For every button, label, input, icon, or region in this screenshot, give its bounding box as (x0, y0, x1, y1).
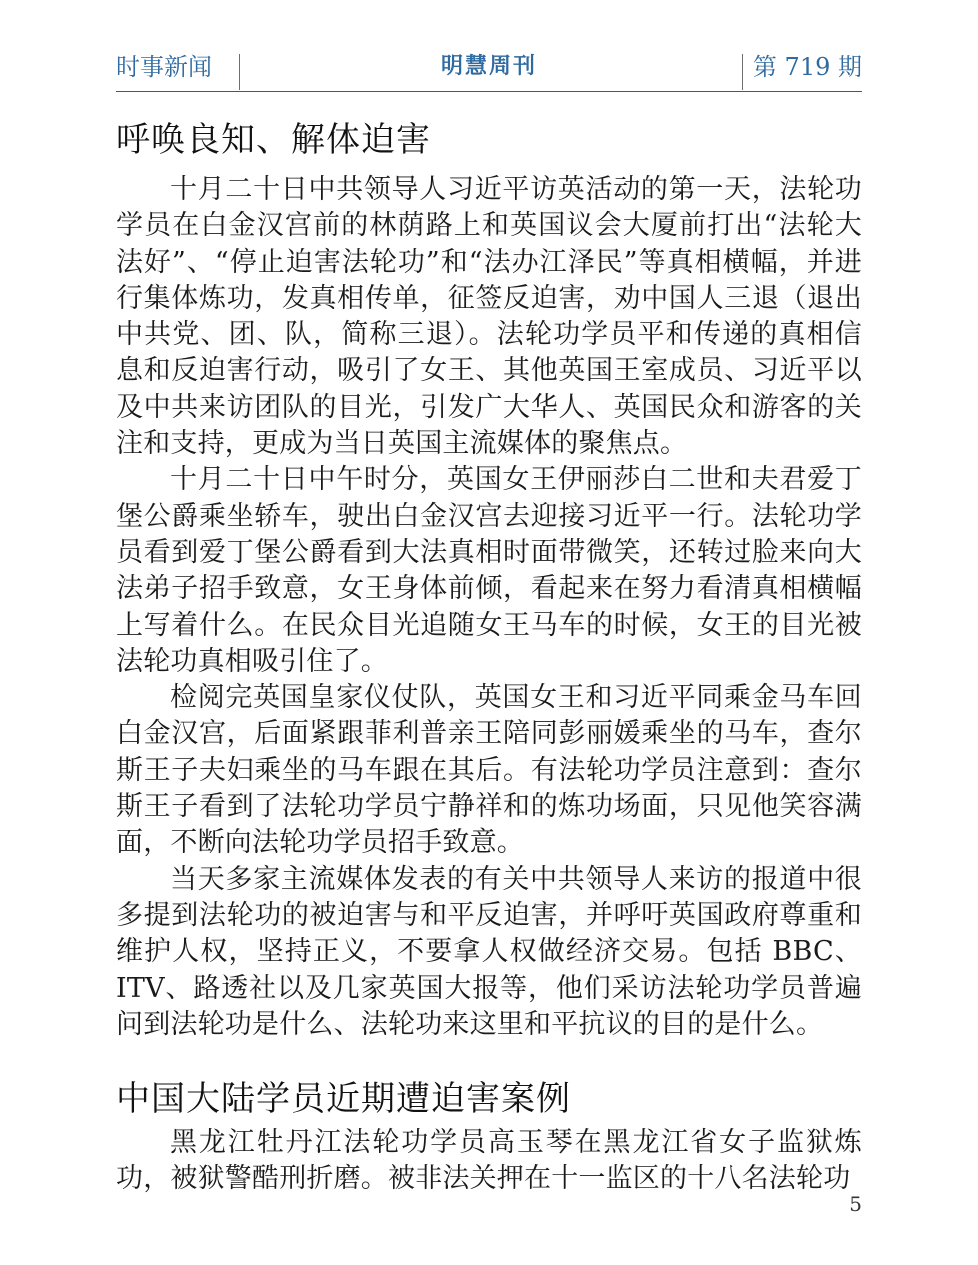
page-number: 5 (849, 1192, 862, 1216)
section-label: 时事新闻 (116, 53, 212, 81)
header-divider (742, 54, 743, 90)
issue-number: 第 719 期 (752, 53, 862, 81)
header-rule (116, 91, 862, 92)
publication-title: 明慧周刊 (440, 54, 537, 79)
article-paragraph: 黑龙江牡丹江法轮功学员高玉琴在黑龙江省女子监狱炼功，被狱警酷刑折磨。被非法关押在十一监区的十八名法轮功 (116, 1127, 862, 1195)
article-paragraph: 十月二十日中午时分，英国女王伊丽莎白二世和夫君爱丁堡公爵乘坐轿车，驶出白金汉宫去迎接习近平一行。法轮功学员看到爱丁堡公爵看到大法真相时面带微笑，还转过脸来向大法弟子招手致意，女王身体前倾，看起来在努力看清真相横幅上写着什么。在民众目光追随女王马车的时候，女王的目光被法轮功真相吸引住了。 (116, 464, 862, 677)
article-paragraph: 十月二十日中共领导人习近平访英活动的第一天，法轮功学员在白金汉宫前的林荫路上和英国议会大厦前打出“法轮大法好”、“停止迫害法轮功”和“法办江泽民”等真相横幅，并进行集体炼功，发真相传单，征签反迫害，劝中国人三退（退出中共党、团、队，简称三退）。法轮功学员平和传递的真相信息和反迫害行动，吸引了女王、其他英国王室成员、习近平以及中共来访团队的目光，引发广大华人、英国民众和游客的关注和支持，更成为当日英国主流媒体的聚焦点。 (116, 174, 862, 460)
article-paragraph: 检阅完英国皇家仪仗队，英国女王和习近平同乘金马车回白金汉宫，后面紧跟菲利普亲王陪同彭丽媛乘坐的马车，查尔斯王子夫妇乘坐的马车跟在其后。有法轮功学员注意到：查尔斯王子看到了法轮功学员宁静祥和的炼功场面，只见他笑容满面，不断向法轮功学员招手致意。 (116, 682, 862, 859)
running-header (116, 46, 862, 92)
article-heading: 呼唤良知、解体迫害 (116, 120, 431, 160)
page-content (116, 116, 862, 1198)
article-heading: 中国大陆学员近期遭迫害案例 (116, 1079, 571, 1120)
article-paragraph: 当天多家主流媒体发表的有关中共领导人来访的报道中很多提到法轮功的被迫害与和平反迫害，并呼吁英国政府尊重和维护人权，坚持正义，不要拿人权做经济交易。包括 BBC、ITV、路透社以及几家英国大报等，他们采访法轮功学员普遍问到法轮功是什么、法轮功来这里和平抗议的目的是什么。 (116, 863, 862, 1040)
